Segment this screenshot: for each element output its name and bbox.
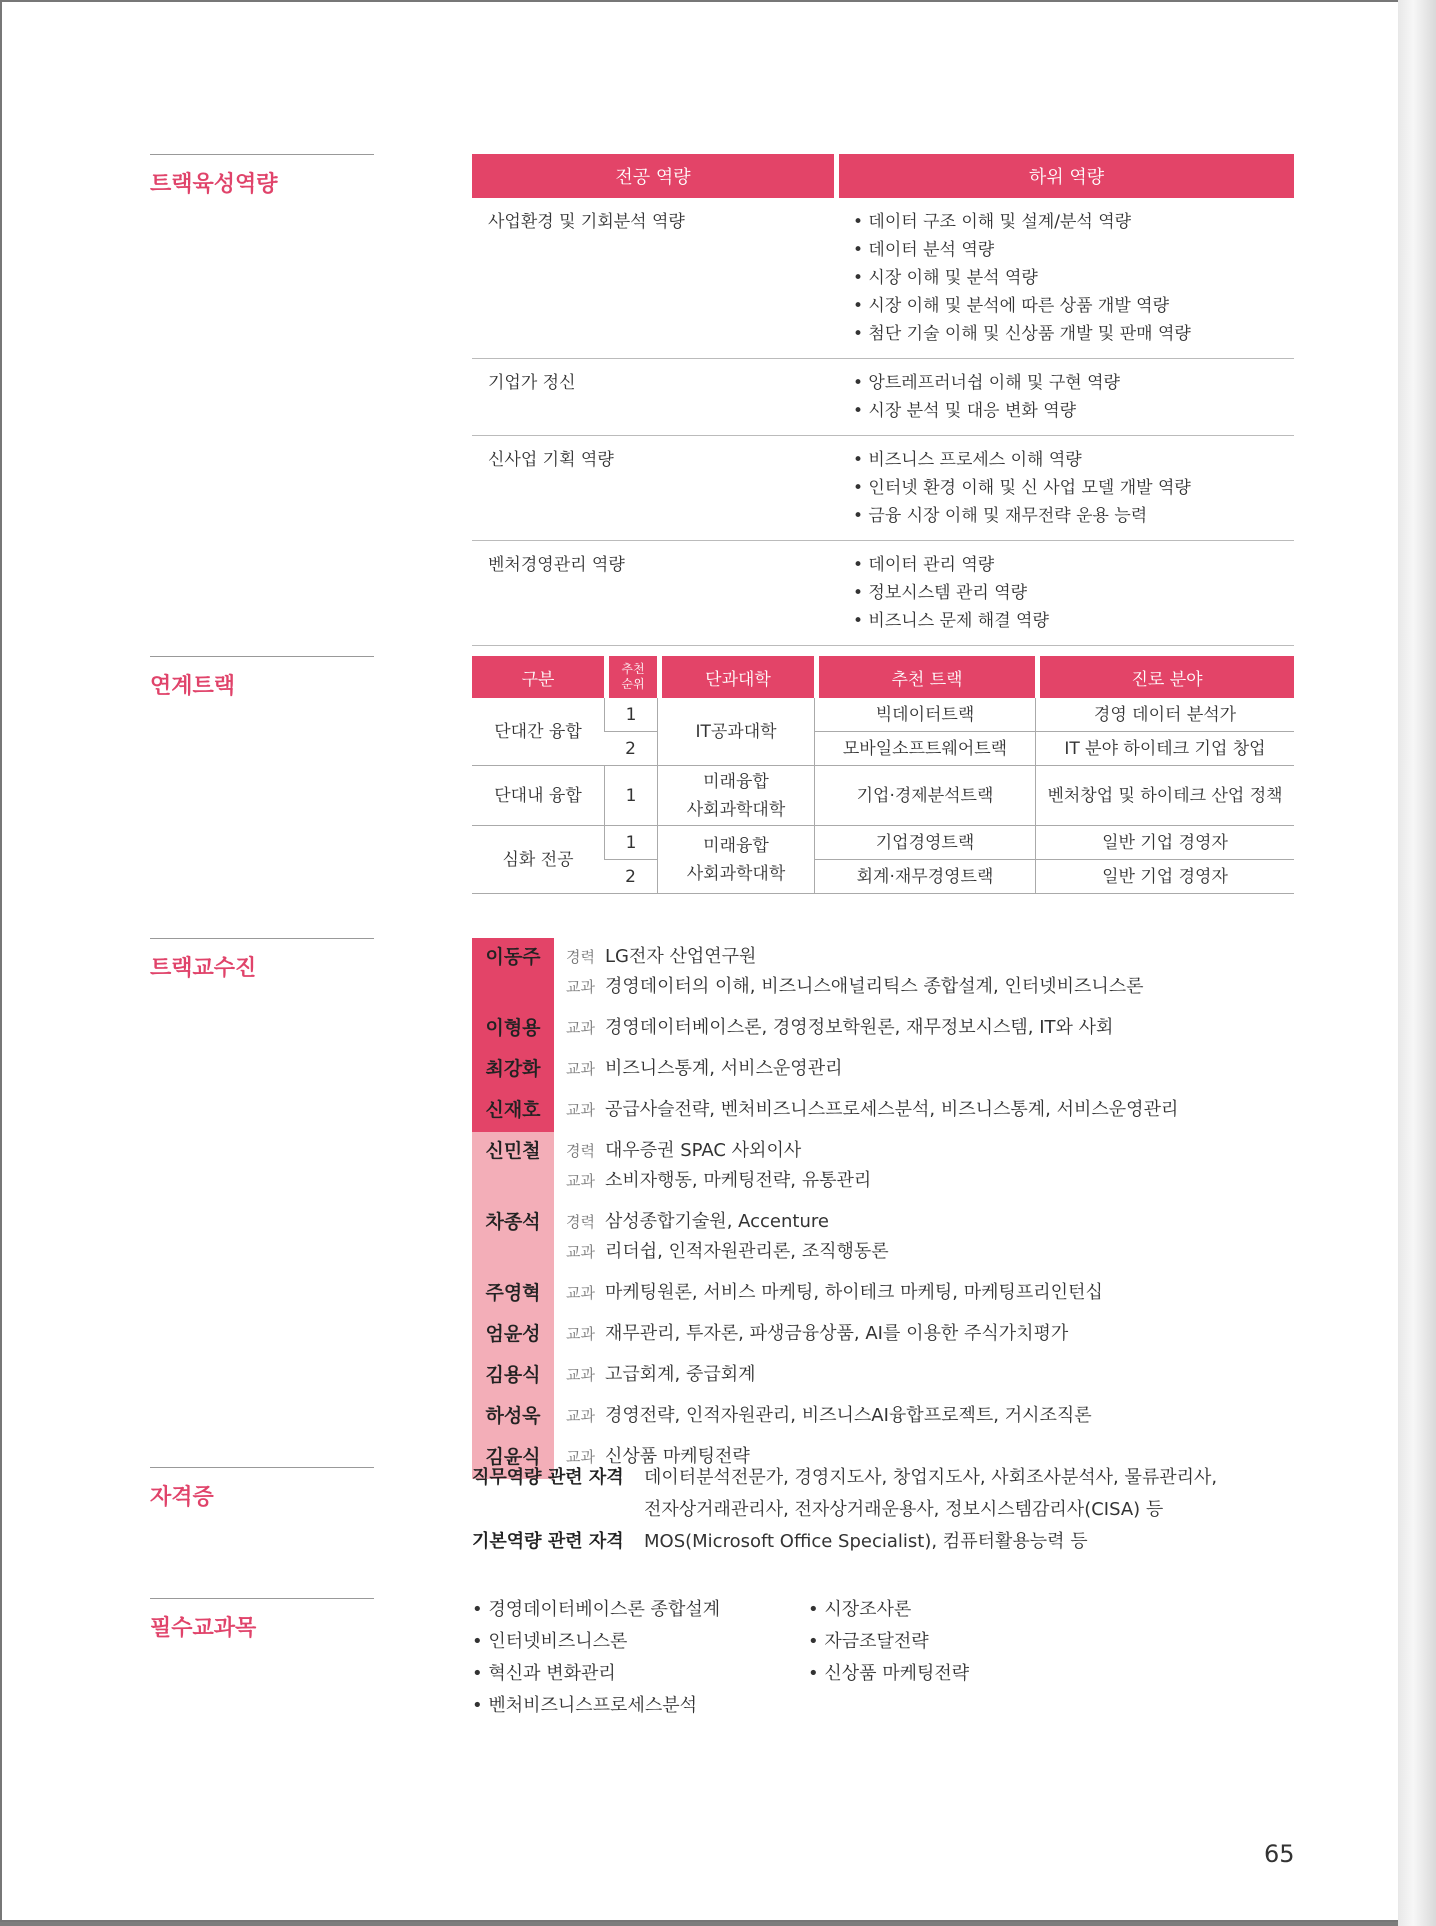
certificate-line: 데이터분석전문가, 경영지도사, 창업지도사, 사회조사분석사, 물류관리사, xyxy=(644,1467,1218,1488)
header-track: 추천 트랙 xyxy=(814,656,1035,698)
required-course-item: • 신상품 마케팅전략 xyxy=(808,1663,970,1684)
section-certificates xyxy=(150,1467,374,1511)
recommend-rank: 1 xyxy=(604,698,657,732)
faculty-detail-line xyxy=(566,1360,756,1390)
section-title: 연계트랙 xyxy=(150,674,236,699)
certificate-values xyxy=(644,1462,1217,1526)
section-faculty xyxy=(150,938,374,982)
sub-competency-item: • 시장 이해 및 분석 역량 xyxy=(853,268,1038,288)
detail-text: 신상품 마케팅전략 xyxy=(604,1446,750,1467)
competency-row xyxy=(472,198,1294,359)
detail-tag: 교과 xyxy=(566,978,595,996)
faculty-row xyxy=(472,1091,1294,1132)
detail-tag: 교과 xyxy=(566,1101,595,1119)
detail-text: 경영전략, 인적자원관리, 비즈니스AI융합프로젝트, 거시조직론 xyxy=(604,1405,1092,1426)
certificate-list xyxy=(472,1462,1217,1558)
faculty-details xyxy=(554,1132,871,1203)
faculty-name: 신재호 xyxy=(472,1091,554,1132)
required-course-item: • 시장조사론 xyxy=(808,1599,912,1620)
header-major: 전공 역량 xyxy=(472,154,839,198)
faculty-row xyxy=(472,1009,1294,1050)
sub-competency-item: • 금융 시장 이해 및 재무전략 운용 능력 xyxy=(853,506,1148,526)
faculty-detail-line xyxy=(566,1237,889,1267)
college-line: 미래융합 xyxy=(703,771,769,792)
sub-competency-item: • 시장 이해 및 분석에 따른 상품 개발 역량 xyxy=(853,296,1170,316)
faculty-row xyxy=(472,1274,1294,1315)
faculty-row xyxy=(472,1315,1294,1356)
required-course-item: • 경영데이터베이스론 종합설계 xyxy=(472,1599,721,1620)
sub-competencies xyxy=(839,436,1294,541)
required-courses-left xyxy=(472,1594,720,1722)
section-track-competency xyxy=(150,154,374,198)
competency-row xyxy=(472,541,1294,646)
faculty-name: 이형용 xyxy=(472,1009,554,1050)
recommend-rank: 2 xyxy=(604,732,657,766)
certificate-line: MOS(Microsoft Office Specialist), 컴퓨터활용능력 등 xyxy=(644,1531,1088,1552)
college-line: 사회과학대학 xyxy=(686,799,786,820)
header-sub: 하위 역량 xyxy=(839,154,1294,198)
faculty-name: 신민철 xyxy=(472,1132,554,1203)
recommended-track: 회계·재무경영트랙 xyxy=(814,860,1035,894)
competency-row xyxy=(472,436,1294,541)
faculty-row xyxy=(472,938,1294,1009)
detail-tag: 경력 xyxy=(566,1142,595,1160)
major-competency: 벤처경영관리 역량 xyxy=(472,541,839,646)
detail-tag: 교과 xyxy=(566,1019,595,1037)
detail-text: 소비자행동, 마케팅전략, 유통관리 xyxy=(604,1170,872,1191)
faculty-details xyxy=(554,938,1144,1009)
recommend-rank: 2 xyxy=(604,860,657,894)
sub-competency-item: • 데이터 구조 이해 및 설계/분석 역량 xyxy=(853,212,1132,232)
track-type: 단대내 융합 xyxy=(472,766,604,826)
detail-text: 삼성종합기술원, Accenture xyxy=(604,1211,829,1232)
section-title: 자격증 xyxy=(150,1485,214,1510)
college xyxy=(657,826,814,894)
faculty-details xyxy=(554,1356,756,1397)
detail-tag: 교과 xyxy=(566,1366,595,1384)
certificate-line: 전자상거래관리사, 전자상거래운용사, 정보시스템감리사(CISA) 등 xyxy=(644,1499,1164,1520)
detail-text: 경영데이터베이스론, 경영정보학원론, 재무정보시스템, IT와 사회 xyxy=(604,1017,1114,1038)
certificate-values xyxy=(644,1526,1088,1558)
recommended-track: 빅데이터트랙 xyxy=(814,698,1035,732)
sub-competencies xyxy=(839,198,1294,359)
section-linked-track xyxy=(150,656,374,700)
linked-track-table xyxy=(472,656,1294,894)
section-title: 필수교과목 xyxy=(150,1616,257,1641)
section-title: 트랙육성역량 xyxy=(150,172,278,197)
certificate-label: 기본역량 관련 자격 xyxy=(472,1531,624,1552)
faculty-detail-line xyxy=(566,1054,842,1084)
required-course-item: • 자금조달전략 xyxy=(808,1631,929,1652)
sub-competency-item: • 비즈니스 프로세스 이해 역량 xyxy=(853,450,1082,470)
recommended-track: 기업경영트랙 xyxy=(814,826,1035,860)
linked-track-row xyxy=(472,766,1294,826)
faculty-detail-line xyxy=(566,1136,871,1166)
faculty-name: 김용식 xyxy=(472,1356,554,1397)
certificate-label: 직무역량 관련 자격 xyxy=(472,1467,624,1488)
detail-tag: 교과 xyxy=(566,1407,595,1425)
detail-text: 재무관리, 투자론, 파생금융상품, AI를 이용한 주식가치평가 xyxy=(604,1323,1069,1344)
sub-competency-item: • 앙트레프러너쉽 이해 및 구현 역량 xyxy=(853,373,1120,393)
faculty-name: 차종석 xyxy=(472,1203,554,1274)
sub-competencies xyxy=(839,541,1294,646)
detail-text: LG전자 산업연구원 xyxy=(604,946,757,967)
faculty-details xyxy=(554,1315,1068,1356)
competency-row xyxy=(472,359,1294,436)
career-field: IT 분야 하이테크 기업 창업 xyxy=(1035,732,1294,766)
faculty-details xyxy=(554,1009,1113,1050)
required-course-item: • 벤처비즈니스프로세스분석 xyxy=(472,1695,697,1716)
recommended-track: 모바일소프트웨어트랙 xyxy=(814,732,1035,766)
faculty-name: 엄윤성 xyxy=(472,1315,554,1356)
faculty-detail-line xyxy=(566,1401,1092,1431)
faculty-detail-line xyxy=(566,1207,889,1237)
sub-competency-item: • 데이터 관리 역량 xyxy=(853,555,995,575)
header-career: 진로 분야 xyxy=(1035,656,1294,698)
faculty-name: 하성욱 xyxy=(472,1397,554,1438)
detail-text: 고급회계, 중급회계 xyxy=(604,1364,756,1385)
faculty-name: 김윤식 xyxy=(472,1438,554,1479)
track-type: 단대간 융합 xyxy=(472,698,604,766)
competency-table xyxy=(472,154,1294,646)
faculty-detail-line xyxy=(566,1095,1178,1125)
faculty-details xyxy=(554,1050,842,1091)
detail-tag: 교과 xyxy=(566,1325,595,1343)
career-field: 일반 기업 경영자 xyxy=(1035,826,1294,860)
header-college: 단과대학 xyxy=(657,656,814,698)
detail-text: 비즈니스통계, 서비스운영관리 xyxy=(604,1058,843,1079)
linked-track-row xyxy=(472,826,1294,860)
detail-tag: 교과 xyxy=(566,1284,595,1302)
faculty-row xyxy=(472,1050,1294,1091)
faculty-detail-line xyxy=(566,1319,1068,1349)
faculty-row xyxy=(472,1356,1294,1397)
college-line: IT공과대학 xyxy=(695,721,777,742)
recommend-rank: 1 xyxy=(604,826,657,860)
detail-tag: 경력 xyxy=(566,948,595,966)
faculty-details xyxy=(554,1274,1103,1315)
college-line: 미래융합 xyxy=(703,835,769,856)
major-competency: 기업가 정신 xyxy=(472,359,839,436)
faculty-detail-line xyxy=(566,1166,871,1196)
sub-competency-item: • 첨단 기술 이해 및 신상품 개발 및 판매 역량 xyxy=(853,324,1191,344)
page-edge xyxy=(1398,0,1436,1926)
section-title: 트랙교수진 xyxy=(150,956,257,981)
sub-competency-item: • 정보시스템 관리 역량 xyxy=(853,583,1028,603)
detail-text: 경영데이터의 이해, 비즈니스애널리틱스 종합설계, 인터넷비즈니스론 xyxy=(604,976,1144,997)
detail-tag: 교과 xyxy=(566,1172,595,1190)
sub-competencies xyxy=(839,359,1294,436)
detail-tag: 교과 xyxy=(566,1243,595,1261)
sub-competency-item: • 비즈니스 문제 해결 역량 xyxy=(853,611,1049,631)
section-required-courses xyxy=(150,1598,374,1642)
faculty-row xyxy=(472,1203,1294,1274)
required-course-item: • 혁신과 변화관리 xyxy=(472,1663,616,1684)
faculty-name: 주영혁 xyxy=(472,1274,554,1315)
career-field: 벤처창업 및 하이테크 산업 정책 xyxy=(1035,766,1294,826)
required-course-item: • 인터넷비즈니스론 xyxy=(472,1631,628,1652)
faculty-details xyxy=(554,1397,1092,1438)
certificate-row xyxy=(472,1526,1217,1558)
faculty-list xyxy=(472,938,1294,1479)
faculty-name: 이동주 xyxy=(472,938,554,1009)
detail-tag: 교과 xyxy=(566,1060,595,1078)
header-type: 구분 xyxy=(472,656,604,698)
header-rank: 추천 순위 xyxy=(604,656,657,698)
certificate-row xyxy=(472,1462,1217,1526)
track-type: 심화 전공 xyxy=(472,826,604,894)
required-courses-right xyxy=(808,1594,969,1690)
faculty-detail-line xyxy=(566,1278,1103,1308)
detail-text: 대우증권 SPAC 사외이사 xyxy=(604,1140,802,1161)
faculty-name: 최강화 xyxy=(472,1050,554,1091)
sub-competency-item: • 인터넷 환경 이해 및 신 사업 모델 개발 역량 xyxy=(853,478,1191,498)
faculty-detail-line xyxy=(566,942,1144,972)
career-field: 경영 데이터 분석가 xyxy=(1035,698,1294,732)
college xyxy=(657,698,814,766)
faculty-detail-line xyxy=(566,1013,1113,1043)
college xyxy=(657,766,814,826)
detail-text: 공급사슬전략, 벤처비즈니스프로세스분석, 비즈니스통계, 서비스운영관리 xyxy=(604,1099,1179,1120)
faculty-row xyxy=(472,1397,1294,1438)
detail-text: 마케팅원론, 서비스 마케팅, 하이테크 마케팅, 마케팅프리인턴십 xyxy=(604,1282,1103,1303)
career-field: 일반 기업 경영자 xyxy=(1035,860,1294,894)
faculty-detail-line xyxy=(566,972,1144,1002)
faculty-row xyxy=(472,1132,1294,1203)
detail-tag: 교과 xyxy=(566,1448,595,1466)
detail-tag: 경력 xyxy=(566,1213,595,1231)
detail-text: 리더쉽, 인적자원관리론, 조직행동론 xyxy=(604,1241,889,1262)
faculty-details xyxy=(554,1091,1178,1132)
major-competency: 신사업 기획 역량 xyxy=(472,436,839,541)
faculty-details xyxy=(554,1203,889,1274)
recommend-rank: 1 xyxy=(604,766,657,826)
sub-competency-item: • 데이터 분석 역량 xyxy=(853,240,995,260)
major-competency: 사업환경 및 기회분석 역량 xyxy=(472,198,839,359)
college-line: 사회과학대학 xyxy=(686,863,786,884)
page-number: 65 xyxy=(1264,1840,1295,1868)
sub-competency-item: • 시장 분석 및 대응 변화 역량 xyxy=(853,401,1077,421)
linked-track-row xyxy=(472,698,1294,732)
recommended-track: 기업·경제분석트랙 xyxy=(814,766,1035,826)
